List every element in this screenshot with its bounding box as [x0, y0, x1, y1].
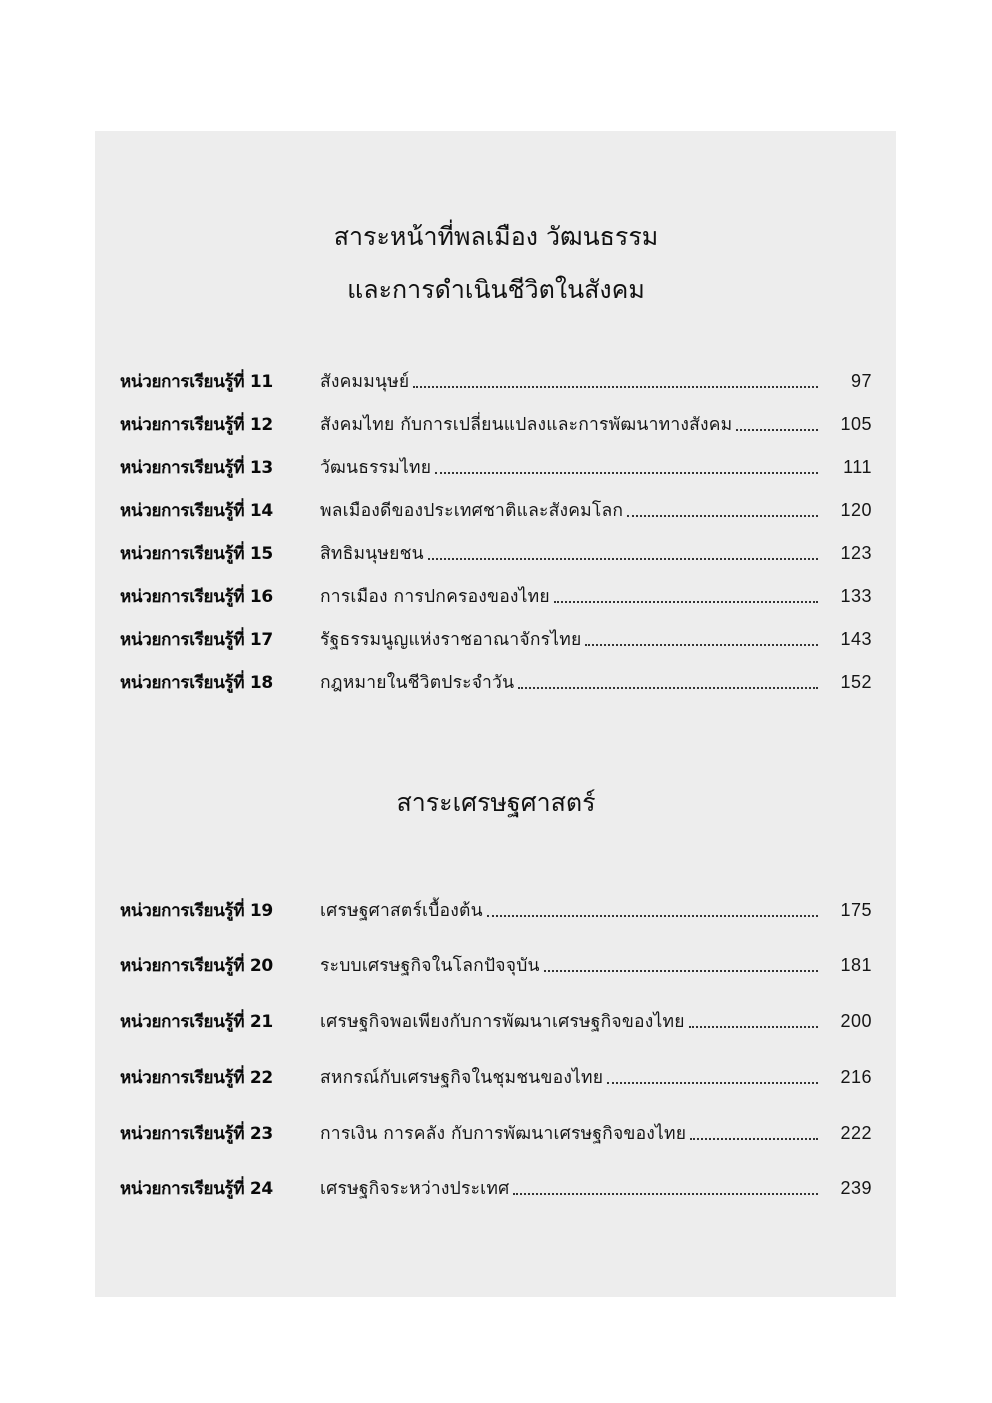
- toc-entry[interactable]: [120, 950, 872, 980]
- unit-label: หน่วยการเรียนรู้ที่ 13: [120, 458, 273, 478]
- page-number: 222: [840, 1123, 872, 1143]
- toc-entry[interactable]: [120, 581, 872, 611]
- dot-leader: [435, 472, 818, 474]
- page-number: 97: [850, 371, 872, 391]
- chapter-title: สังคมมนุษย์: [320, 372, 410, 392]
- toc-entry[interactable]: [120, 538, 872, 568]
- unit-label: หน่วยการเรียนรู้ที่ 16: [120, 587, 273, 607]
- toc-entry[interactable]: [120, 366, 872, 396]
- dot-leader: [689, 1026, 818, 1028]
- unit-label: หน่วยการเรียนรู้ที่ 20: [120, 956, 273, 976]
- unit-label: หน่วยการเรียนรู้ที่ 21: [120, 1012, 273, 1032]
- dot-leader: [690, 1138, 818, 1140]
- unit-label: หน่วยการเรียนรู้ที่ 11: [120, 372, 273, 392]
- chapter-title: พลเมืองดีของประเทศชาติและสังคมโลก: [320, 501, 624, 521]
- page-number: 175: [840, 900, 872, 920]
- page-number: 181: [840, 955, 872, 975]
- dot-leader: [513, 1193, 818, 1195]
- page-number: 133: [840, 586, 872, 606]
- unit-label: หน่วยการเรียนรู้ที่ 18: [120, 673, 273, 693]
- chapter-title: กฎหมายในชีวิตประจำวัน: [320, 673, 515, 693]
- toc-entry[interactable]: [120, 495, 872, 525]
- page-number: 111: [843, 457, 872, 477]
- toc-entry[interactable]: [120, 624, 872, 654]
- chapter-title: เศรษฐกิจระหว่างประเทศ: [320, 1179, 510, 1199]
- dot-leader: [413, 386, 818, 388]
- chapter-title: สิทธิมนุษยชน: [320, 544, 424, 564]
- unit-label: หน่วยการเรียนรู้ที่ 19: [120, 901, 273, 921]
- chapter-title: สหกรณ์กับเศรษฐกิจในชุมชนของไทย: [320, 1068, 604, 1088]
- page-number: 200: [840, 1011, 872, 1031]
- toc-entry[interactable]: [120, 452, 872, 482]
- page-number: 120: [840, 500, 872, 520]
- dot-leader: [627, 515, 818, 517]
- page-number: 216: [840, 1067, 872, 1087]
- dot-leader: [518, 687, 818, 689]
- unit-label: หน่วยการเรียนรู้ที่ 12: [120, 415, 273, 435]
- chapter-title: วัฒนธรรมไทย: [320, 458, 432, 478]
- unit-label: หน่วยการเรียนรู้ที่ 22: [120, 1068, 273, 1088]
- dot-leader: [736, 429, 818, 431]
- toc-entry[interactable]: [120, 667, 872, 697]
- toc-entry[interactable]: [120, 409, 872, 439]
- unit-label: หน่วยการเรียนรู้ที่ 23: [120, 1124, 273, 1144]
- chapter-title: เศรษฐกิจพอเพียงกับการพัฒนาเศรษฐกิจของไทย: [320, 1012, 685, 1032]
- chapter-title: เศรษฐศาสตร์เบื้องต้น: [320, 901, 483, 921]
- toc-entry[interactable]: [120, 1062, 872, 1092]
- toc-entry[interactable]: [120, 895, 872, 925]
- unit-label: หน่วยการเรียนรู้ที่ 24: [120, 1179, 273, 1199]
- section-title-civics-line-2: และการดำเนินชีวิตในสังคม: [347, 275, 645, 304]
- section-title-civics-line-1: สาระหน้าที่พลเมือง วัฒนธรรม: [333, 222, 659, 251]
- chapter-title: การเงิน การคลัง กับการพัฒนาเศรษฐกิจของไทย: [320, 1124, 687, 1144]
- chapter-title: รัฐธรรมนูญแห่งราชอาณาจักรไทย: [320, 630, 582, 650]
- dot-leader: [585, 644, 818, 646]
- chapter-title: การเมือง การปกครองของไทย: [320, 587, 550, 607]
- page-number: 105: [840, 414, 872, 434]
- page-number: 239: [840, 1178, 872, 1198]
- page-number: 143: [840, 629, 872, 649]
- unit-label: หน่วยการเรียนรู้ที่ 14: [120, 501, 273, 521]
- chapter-title: ระบบเศรษฐกิจในโลกปัจจุบัน: [320, 956, 540, 976]
- unit-label: หน่วยการเรียนรู้ที่ 15: [120, 544, 273, 564]
- dot-leader: [487, 915, 818, 917]
- page-number: 152: [840, 672, 872, 692]
- chapter-title: สังคมไทย กับการเปลี่ยนแปลงและการพัฒนาทางสังคม: [320, 415, 733, 435]
- dot-leader: [607, 1082, 818, 1084]
- toc-entry[interactable]: [120, 1173, 872, 1203]
- toc-entry[interactable]: [120, 1006, 872, 1036]
- page-number: 123: [840, 543, 872, 563]
- dot-leader: [544, 970, 818, 972]
- dot-leader: [428, 558, 818, 560]
- unit-label: หน่วยการเรียนรู้ที่ 17: [120, 630, 273, 650]
- section-title-economics: สาระเศรษฐศาสตร์: [396, 788, 596, 817]
- toc-entry[interactable]: [120, 1118, 872, 1148]
- dot-leader: [554, 601, 818, 603]
